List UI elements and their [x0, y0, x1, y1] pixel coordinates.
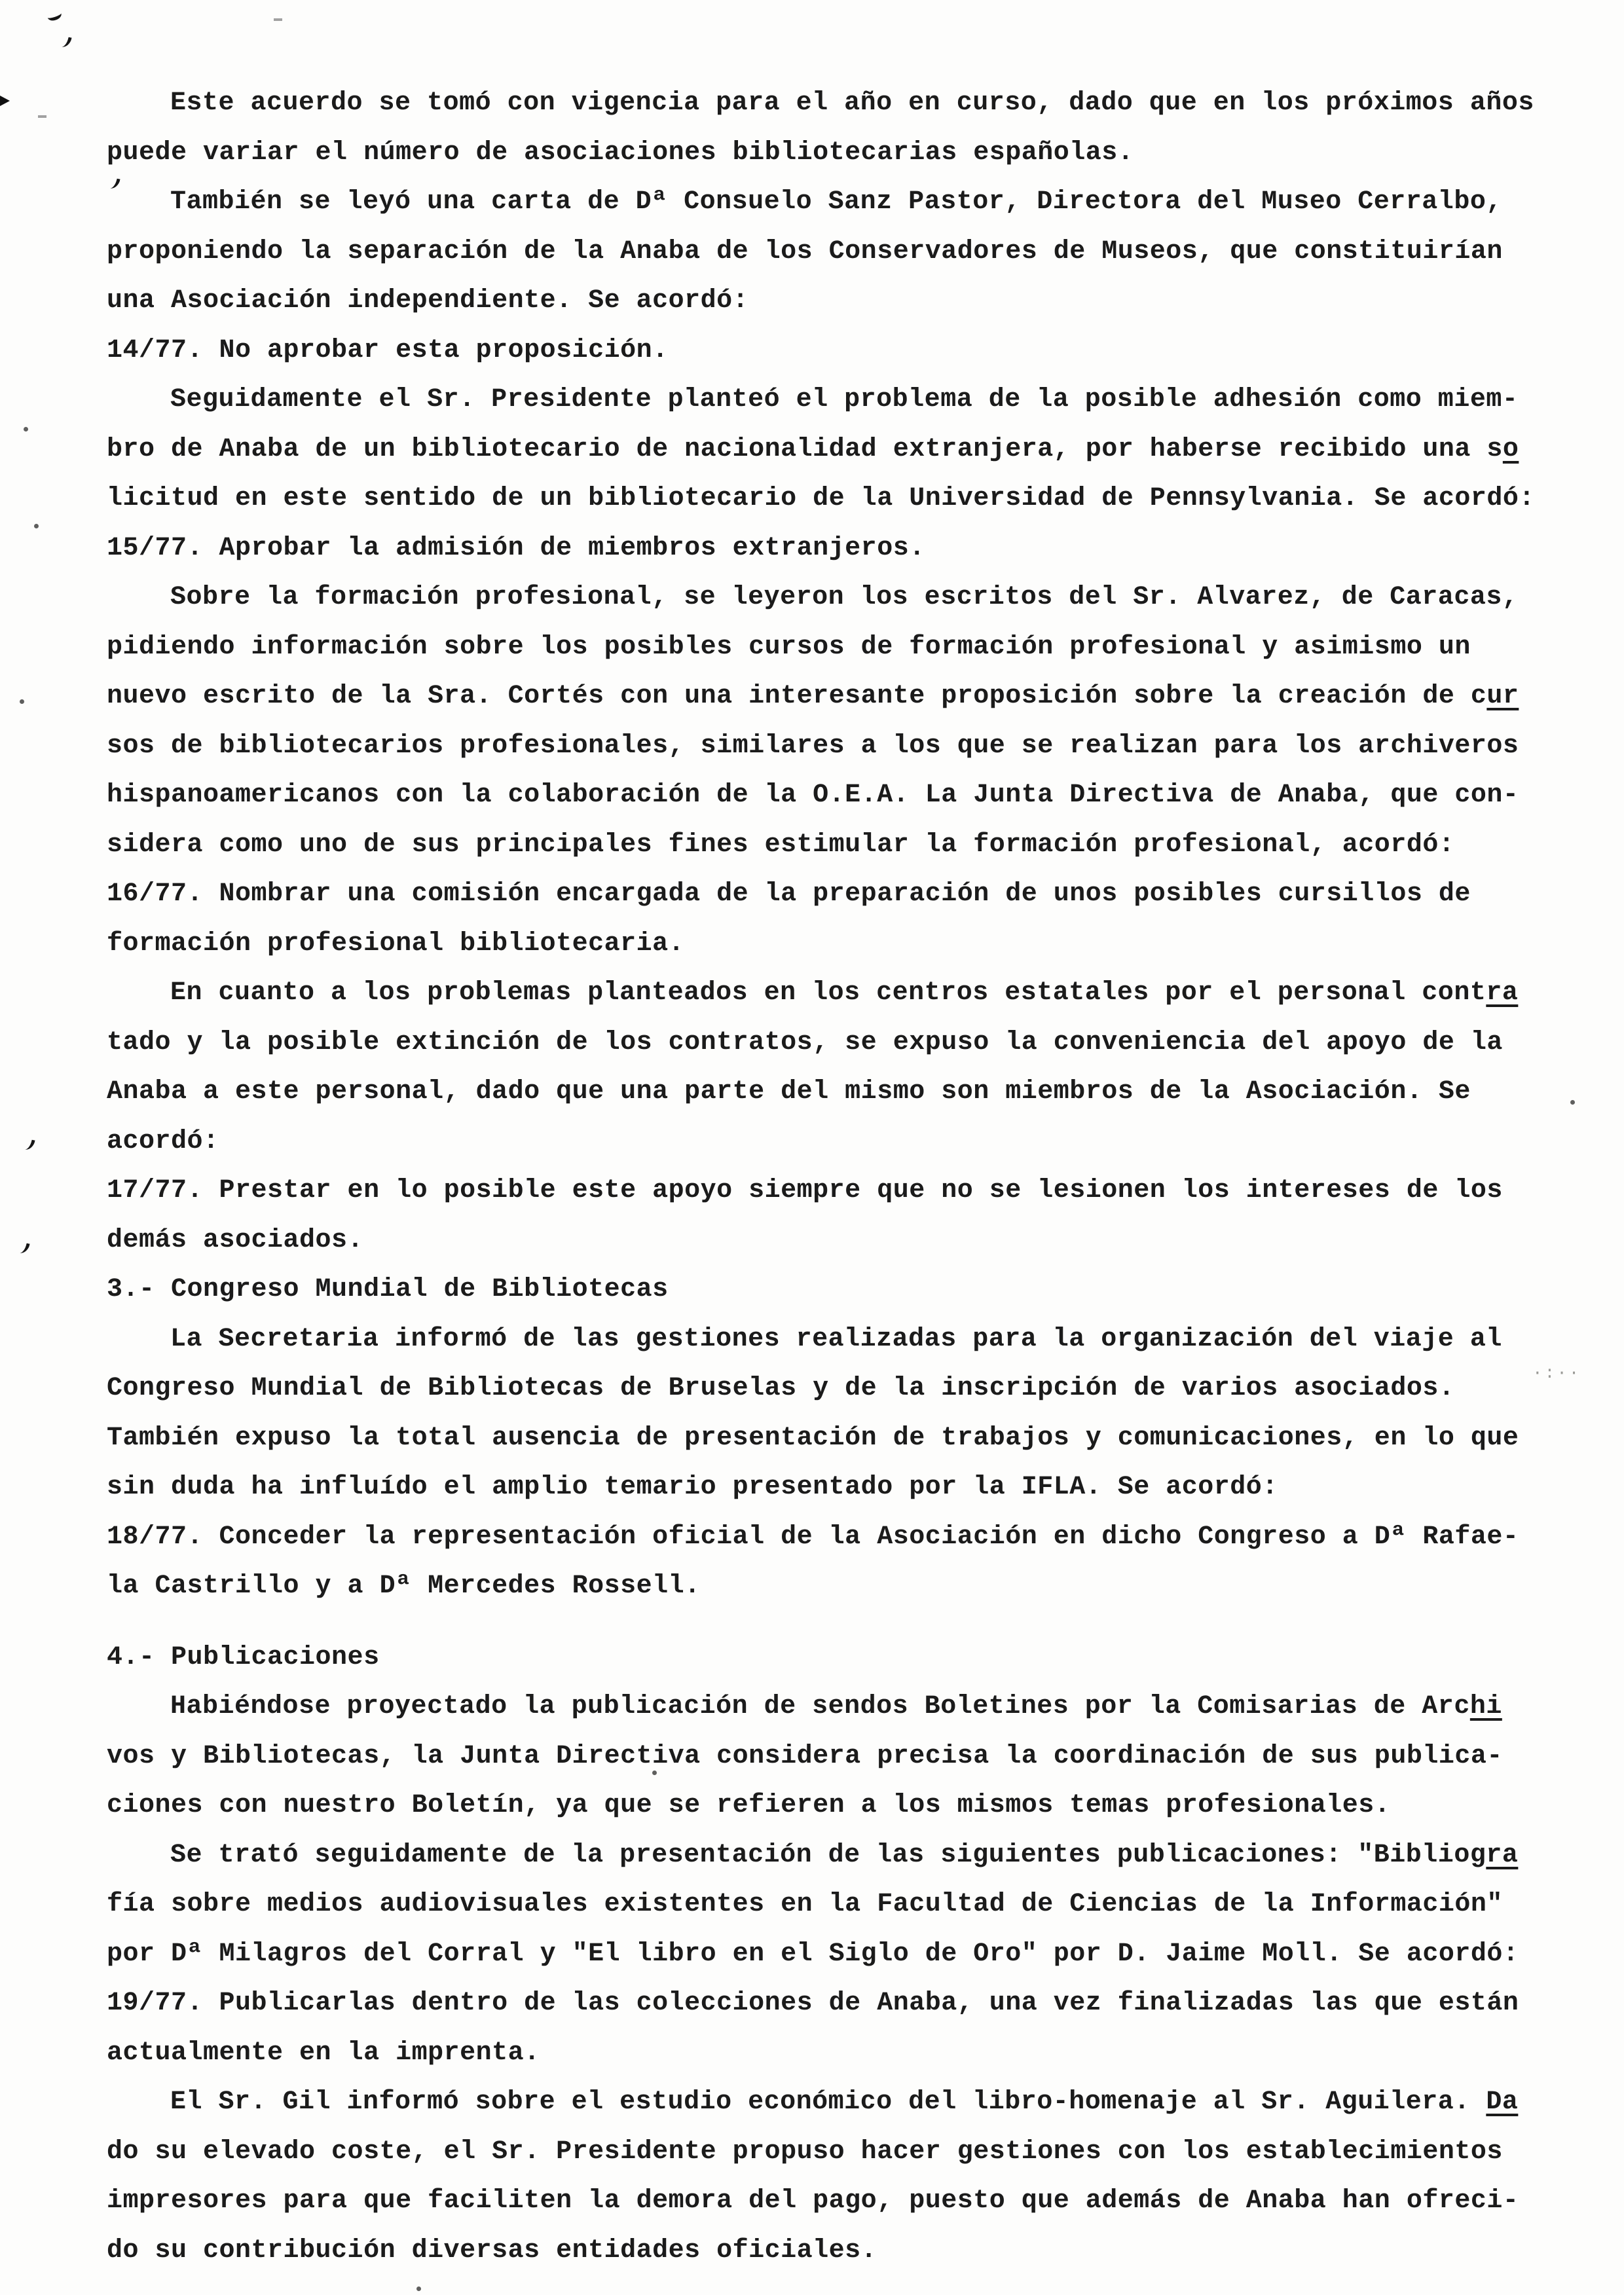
document-line [107, 1166, 1587, 1216]
ink-speck [0, 96, 10, 106]
document-line [107, 771, 1587, 820]
line-text: Sobre la formación profesional, se leyeron los escritos del Sr. Alvarez, de Caracas, [170, 583, 1519, 612]
line-text: do su contribución diversas entidades oficiales. [107, 2235, 877, 2266]
document-line [107, 968, 1587, 1018]
underlined-word-break: hi [1469, 1692, 1502, 1721]
line-text: En cuanto a los problemas planteados en los centros estatales por el personal cont [170, 978, 1486, 1008]
line-text: sidera como uno de sus principales fines estimular la formación profesional, acordó: [107, 830, 1455, 860]
line-text: proponiendo la separación de la Anaba de los Conservadores de Museos, que constituirían [107, 236, 1503, 266]
document-line [107, 1880, 1587, 1930]
ink-speck [20, 699, 24, 704]
document-line [107, 1018, 1587, 1068]
underlined-word-break: Da [1486, 2087, 1519, 2117]
ink-speck [1570, 1100, 1575, 1105]
document-line [107, 623, 1587, 672]
document-line [107, 474, 1587, 524]
line-text: ciones con nuestro Boletín, ya que se refieren a los mismos temas profesionales. [107, 1791, 1391, 1820]
underlined-word-break: ra [1486, 1840, 1519, 1870]
ink-speck [46, 9, 63, 22]
line-text: También se leyó una carta de Dª Consuelo Sanz Pastor, Directora del Museo Cerralbo, [170, 187, 1502, 217]
line-text: licitud en este sentido de un bibliotecario de la Universidad de Pennsylvania. Se acordó: [107, 484, 1535, 513]
ink-speck [34, 524, 39, 528]
document-line [107, 1781, 1587, 1831]
document-line [107, 326, 1587, 376]
underlined-word-break: o [1502, 434, 1519, 464]
line-text: tado y la posible extinción de los contratos, se expuso la conveniencia del apoyo de la [107, 1027, 1503, 1057]
document-line [107, 79, 1587, 128]
line-text: fía sobre medios audiovisuales existentes en la Facultad de Ciencias de la Información" [107, 1890, 1503, 1919]
document-line [107, 1831, 1587, 1881]
document-line [107, 573, 1587, 623]
ink-speck [416, 2286, 421, 2291]
line-text: la Castrillo y a Dª Mercedes Rossell. [107, 1571, 701, 1601]
underlined-word-break: ra [1486, 978, 1519, 1008]
line-text: 15/77. Aprobar la admisión de miembros extranjeros. [107, 533, 925, 563]
ink-speck: ·:·· [1532, 1363, 1581, 1383]
document-line [107, 2176, 1587, 2226]
line-text: 19/77. Publicarlas dentro de las colecciones de Anaba, una vez finalizadas las que están [107, 1989, 1519, 2018]
document-line [107, 177, 1587, 227]
line-text: nuevo escrito de la Sra. Cortés con una interesante proposición sobre la creación de c [107, 682, 1487, 711]
document-line [107, 2226, 1587, 2276]
document-line [107, 1979, 1587, 2029]
line-text: Se trató seguidamente de la presentación de las siguientes publicaciones: "Bibliog [170, 1840, 1486, 1870]
document-line [107, 1216, 1587, 1266]
document-line [107, 128, 1587, 178]
line-text: por Dª Milagros del Corral y "El libro en el Siglo de Oro" por D. Jaime Moll. Se acordó: [107, 1939, 1519, 1969]
document-line [107, 672, 1587, 722]
line-text: 16/77. Nombrar una comisión encargada de la preparación de unos posibles cursillos de [107, 879, 1471, 909]
ink-speck [60, 36, 71, 49]
line-text: bro de Anaba de un bibliotecario de nacionalidad extranjera, por haberse recibido una s [107, 434, 1503, 464]
line-text: hispanoamericanos con la colaboración de la O.E.A. La Junta Directiva de Anaba, que con- [107, 780, 1519, 810]
line-text: sos de bibliotecarios profesionales, similares a los que se realizan para los archiveros [107, 731, 1519, 761]
line-text: pidiendo información sobre los posibles cursos de formación profesional y asimismo un [107, 632, 1471, 662]
document-line [107, 1562, 1587, 1611]
line-text: formación profesional bibliotecaria. [107, 928, 685, 959]
underlined-word-break: ur [1486, 682, 1519, 711]
document-line [107, 375, 1587, 425]
document-line [107, 1633, 1587, 1683]
ink-speck [274, 18, 282, 21]
document-line [107, 1364, 1587, 1414]
line-text: El Sr. Gil informó sobre el estudio económico del libro-homenaje al Sr. Aguilera. [170, 2087, 1486, 2117]
document-line [107, 227, 1587, 277]
document-line [107, 1067, 1587, 1117]
line-text: puede variar el número de asociaciones bibliotecarias españolas. [107, 138, 1134, 168]
line-text: 4.- Publicaciones [107, 1642, 380, 1672]
document-line [107, 722, 1587, 771]
document-line [107, 2127, 1587, 2177]
line-text: Este acuerdo se tomó con vigencia para el año en curso, dado que en los próximos años [170, 88, 1534, 118]
document-text [107, 79, 1587, 2275]
document-line [107, 276, 1587, 326]
line-text: La Secretaria informó de las gestiones realizadas para la organización del viaje al [170, 1324, 1502, 1354]
document-line [107, 870, 1587, 919]
document-line [107, 820, 1587, 870]
document-line [107, 2029, 1587, 2078]
line-text: Anaba a este personal, dado que una parte del mismo son miembros de la Asociación. Se [107, 1077, 1471, 1107]
line-text: vos y Bibliotecas, la Junta Directiva considera precisa la coordinación de sus publica- [107, 1741, 1503, 1771]
line-text: Seguidamente el Sr. Presidente planteó el problema de la posible adhesión como miem- [170, 385, 1519, 414]
document-line [107, 1414, 1587, 1463]
line-text: impresores para que faciliten la demora del pago, puesto que además de Anaba han ofreci- [107, 2186, 1519, 2216]
line-text: do su elevado coste, el Sr. Presidente propuso hacer gestiones con los establecimientos [107, 2137, 1503, 2167]
ink-speck [38, 115, 46, 118]
document-line [107, 1315, 1587, 1365]
line-text: una Asociación independiente. Se acordó: [107, 286, 749, 316]
ink-speck [652, 1771, 657, 1775]
ink-speck [24, 427, 28, 431]
document-line [107, 425, 1587, 475]
document-line [107, 1265, 1587, 1315]
line-text: 18/77. Conceder la representación oficial de la Asociación en dicho Congreso a Dª Rafae- [107, 1522, 1519, 1552]
document-line [107, 919, 1587, 969]
line-text: 3.- Congreso Mundial de Bibliotecas [107, 1275, 669, 1304]
document-line [107, 1732, 1587, 1782]
document-line [107, 1513, 1587, 1562]
ink-speck [18, 1242, 29, 1255]
line-text: acordó: [107, 1126, 219, 1156]
line-text: 17/77. Prestar en lo posible este apoyo siempre que no se lesionen los intereses de los [107, 1176, 1503, 1205]
ink-speck [24, 1139, 35, 1152]
line-text: demás asociados. [107, 1225, 364, 1255]
line-text: También expuso la total ausencia de presentación de trabajos y comunicaciones, en lo que [107, 1423, 1519, 1453]
document-line [107, 2078, 1587, 2127]
line-text: 14/77. No aprobar esta proposición. [107, 335, 669, 365]
line-text: Habiéndose proyectado la publicación de sendos Boletines por la Comisarias de Arc [170, 1692, 1470, 1721]
line-text: actualmente en la imprenta. [107, 2038, 540, 2068]
document-line [107, 524, 1587, 574]
document-line [107, 1682, 1587, 1732]
document-line [107, 1930, 1587, 1979]
document-line [107, 1463, 1587, 1513]
document-line [107, 1117, 1587, 1167]
line-text: sin duda ha influído el amplio temario presentado por la IFLA. Se acordó: [107, 1473, 1278, 1502]
line-text: Congreso Mundial de Bibliotecas de Bruselas y de la inscripción de varios asociados. [107, 1374, 1455, 1403]
